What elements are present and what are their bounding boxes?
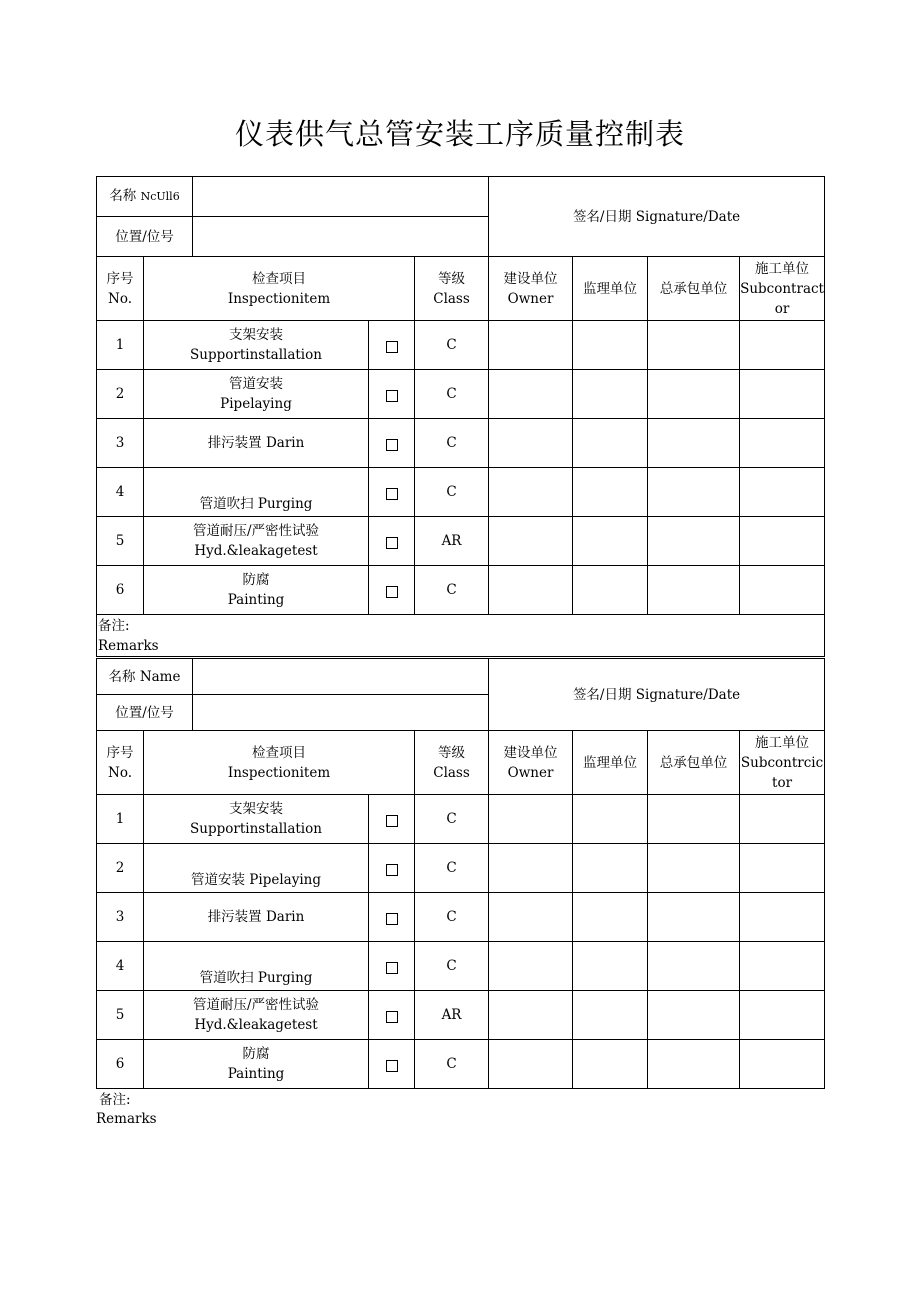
page-title: 仪表供气总管安装工序质量控制表 bbox=[234, 117, 685, 151]
subcontractor-sign-cell[interactable] bbox=[740, 844, 825, 893]
table-row: 4 管道吹扫 Purging C bbox=[97, 468, 825, 517]
class-header: 等级 Class bbox=[415, 731, 489, 795]
supervision-sign-cell[interactable] bbox=[573, 1040, 648, 1089]
checkbox[interactable] bbox=[386, 537, 398, 549]
name-label: 名称 Name bbox=[97, 659, 193, 695]
name-value: NcUll6 bbox=[140, 190, 180, 203]
inspection-form-2 bbox=[96, 658, 825, 1089]
location-label: 位置/位号 bbox=[97, 695, 193, 731]
contractor-sign-cell[interactable] bbox=[648, 468, 740, 517]
contractor-sign-cell[interactable] bbox=[648, 893, 740, 942]
remarks-label: 备注: bbox=[98, 618, 130, 634]
table-row: 3 排污装置 Darin C bbox=[97, 893, 825, 942]
subcontractor-sign-cell[interactable] bbox=[740, 991, 825, 1040]
owner-sign-cell[interactable] bbox=[489, 468, 573, 517]
owner-header: 建设单位 Owner bbox=[489, 731, 573, 795]
owner-sign-cell[interactable] bbox=[489, 517, 573, 566]
subcontractor-sign-cell[interactable] bbox=[740, 321, 825, 370]
contractor-sign-cell[interactable] bbox=[648, 419, 740, 468]
checkbox[interactable] bbox=[386, 1011, 398, 1023]
contractor-sign-cell[interactable] bbox=[648, 517, 740, 566]
no-header: 序号 No. bbox=[97, 257, 144, 321]
supervision-sign-cell[interactable] bbox=[573, 321, 648, 370]
owner-sign-cell[interactable] bbox=[489, 893, 573, 942]
subcontractor-sign-cell[interactable] bbox=[740, 1040, 825, 1089]
subcontractor-sign-cell[interactable] bbox=[740, 468, 825, 517]
supervision-sign-cell[interactable] bbox=[573, 566, 648, 615]
table-row: 3 排污装置 Darin C bbox=[97, 419, 825, 468]
location-field[interactable] bbox=[193, 695, 489, 731]
checkbox[interactable] bbox=[386, 913, 398, 925]
checkbox[interactable] bbox=[386, 1060, 398, 1072]
signature-date-header: 签名/日期 Signature/Date bbox=[489, 177, 825, 257]
supervision-sign-cell[interactable] bbox=[573, 942, 648, 991]
supervision-header: 监理单位 bbox=[573, 731, 648, 795]
subcontractor-sign-cell[interactable] bbox=[740, 566, 825, 615]
remarks-label-en: Remarks bbox=[98, 638, 159, 654]
table-row: 5 管道耐压/严密性试验 Hyd.&leakagetest AR bbox=[97, 991, 825, 1040]
supervision-sign-cell[interactable] bbox=[573, 468, 648, 517]
owner-sign-cell[interactable] bbox=[489, 844, 573, 893]
contractor-sign-cell[interactable] bbox=[648, 844, 740, 893]
remarks-label: 备注: bbox=[99, 1092, 131, 1108]
checkbox[interactable] bbox=[386, 962, 398, 974]
checkbox[interactable] bbox=[386, 488, 398, 500]
no-header: 序号 No. bbox=[97, 731, 144, 795]
contractor-sign-cell[interactable] bbox=[648, 370, 740, 419]
table-row: 1 支架安装 Supportinstallation C bbox=[97, 321, 825, 370]
subcontractor-sign-cell[interactable] bbox=[740, 795, 825, 844]
subcontractor-header: 施工单位 Subcontrcictor bbox=[740, 731, 825, 795]
item-header: 检查项目 Inspectionitem bbox=[144, 257, 415, 321]
owner-sign-cell[interactable] bbox=[489, 942, 573, 991]
subcontractor-sign-cell[interactable] bbox=[740, 419, 825, 468]
name-label-cell bbox=[97, 177, 193, 217]
name-field[interactable] bbox=[193, 659, 489, 695]
owner-sign-cell[interactable] bbox=[489, 419, 573, 468]
name-field[interactable] bbox=[193, 177, 489, 217]
table-row: 1 支架安装 Supportinstallation C bbox=[97, 795, 825, 844]
supervision-sign-cell[interactable] bbox=[573, 419, 648, 468]
subcontractor-sign-cell[interactable] bbox=[740, 370, 825, 419]
contractor-sign-cell[interactable] bbox=[648, 566, 740, 615]
signature-date-header: 签名/日期 Signature/Date bbox=[489, 659, 825, 731]
supervision-sign-cell[interactable] bbox=[573, 991, 648, 1040]
location-field[interactable] bbox=[193, 217, 489, 257]
owner-header: 建设单位 Owner bbox=[489, 257, 573, 321]
contractor-sign-cell[interactable] bbox=[648, 321, 740, 370]
item-header: 检查项目 Inspectionitem bbox=[144, 731, 415, 795]
table-row: 2 管道安装 Pipelaying C bbox=[97, 370, 825, 419]
remarks-block bbox=[96, 1091, 157, 1129]
remarks-label-en: Remarks bbox=[96, 1111, 157, 1127]
owner-sign-cell[interactable] bbox=[489, 1040, 573, 1089]
table-row: 6 防腐 Painting C bbox=[97, 566, 825, 615]
inspection-form-1 bbox=[96, 176, 825, 657]
contractor-sign-cell[interactable] bbox=[648, 942, 740, 991]
general-contractor-header: 总承包单位 bbox=[648, 257, 740, 321]
contractor-sign-cell[interactable] bbox=[648, 1040, 740, 1089]
location-label: 位置/位号 bbox=[97, 217, 193, 257]
subcontractor-sign-cell[interactable] bbox=[740, 517, 825, 566]
checkbox[interactable] bbox=[386, 439, 398, 451]
owner-sign-cell[interactable] bbox=[489, 321, 573, 370]
checkbox[interactable] bbox=[386, 586, 398, 598]
supervision-sign-cell[interactable] bbox=[573, 517, 648, 566]
supervision-sign-cell[interactable] bbox=[573, 844, 648, 893]
owner-sign-cell[interactable] bbox=[489, 370, 573, 419]
table-row: 2 管道安装 Pipelaying C bbox=[97, 844, 825, 893]
checkbox[interactable] bbox=[386, 341, 398, 353]
checkbox[interactable] bbox=[386, 815, 398, 827]
checkbox[interactable] bbox=[386, 864, 398, 876]
contractor-sign-cell[interactable] bbox=[648, 991, 740, 1040]
owner-sign-cell[interactable] bbox=[489, 566, 573, 615]
subcontractor-sign-cell[interactable] bbox=[740, 942, 825, 991]
supervision-sign-cell[interactable] bbox=[573, 893, 648, 942]
owner-sign-cell[interactable] bbox=[489, 795, 573, 844]
contractor-sign-cell[interactable] bbox=[648, 795, 740, 844]
subcontractor-sign-cell[interactable] bbox=[740, 893, 825, 942]
table-row: 6 防腐 Painting C bbox=[97, 1040, 825, 1089]
checkbox[interactable] bbox=[386, 390, 398, 402]
table-row: 4 管道吹扫 Purging C bbox=[97, 942, 825, 991]
table-row: 5 管道耐压/严密性试验 Hyd.&leakagetest AR bbox=[97, 517, 825, 566]
name-label: 名称 bbox=[109, 188, 137, 204]
supervision-header: 监理单位 bbox=[573, 257, 648, 321]
remarks-field[interactable] bbox=[97, 615, 825, 657]
class-header: 等级 Class bbox=[415, 257, 489, 321]
subcontractor-header: 施工单位 Subcontractor bbox=[740, 257, 825, 321]
owner-sign-cell[interactable] bbox=[489, 991, 573, 1040]
supervision-sign-cell[interactable] bbox=[573, 795, 648, 844]
general-contractor-header: 总承包单位 bbox=[648, 731, 740, 795]
supervision-sign-cell[interactable] bbox=[573, 370, 648, 419]
